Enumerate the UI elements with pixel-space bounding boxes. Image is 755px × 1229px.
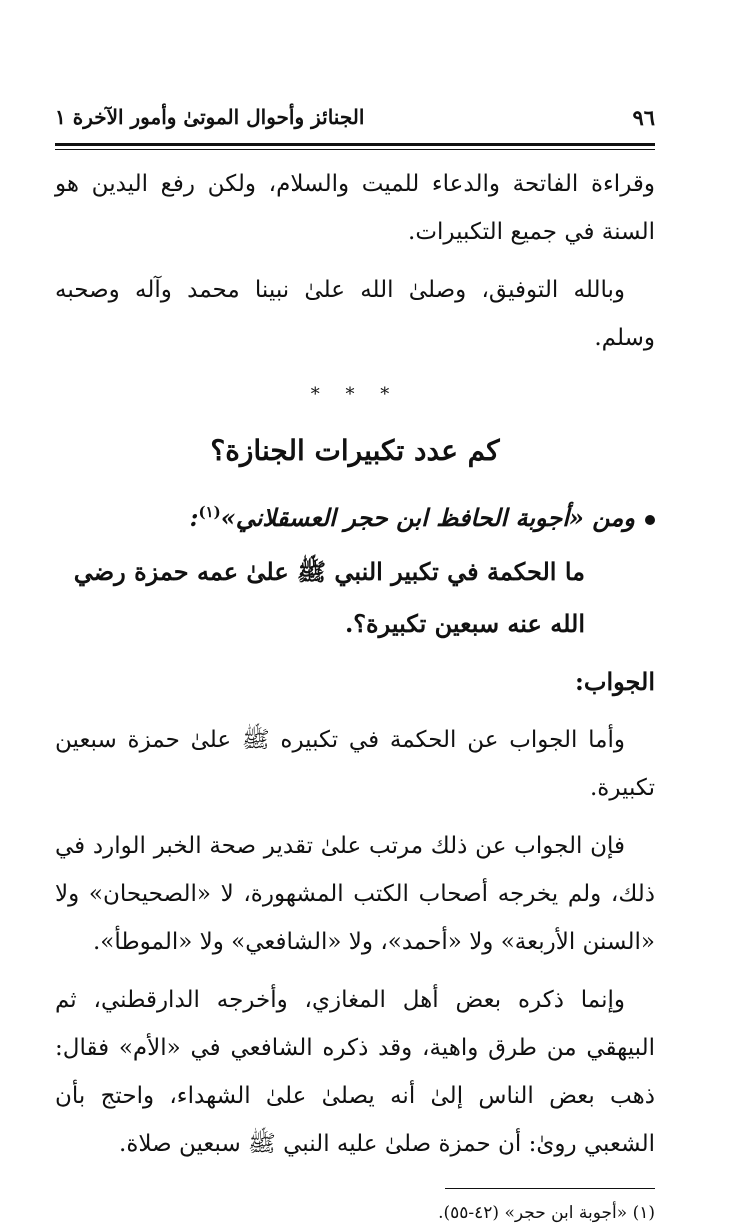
footnote: (١) «أجوبة ابن حجر» (٤٢-٥٥). — [438, 1203, 655, 1223]
source-text: ومن «أجوبة الحافظ ابن حجر العسقلاني» — [220, 503, 635, 532]
header-rule-thick — [55, 143, 655, 146]
paragraph-5: وإنما ذكره بعض أهل المغازي، وأخرجه الدارقطني، ثم البيهقي من طرق واهية، وقد ذكره الشافعي في «الأم» فقال: ذهب بعض الناس إلىٰ أنه يصلىٰ علىٰ الشهداء، واحتج بأن الشعبي روىٰ: أن حمزة صلىٰ عليه النبي ﷺ سبعين صلاة. — [55, 987, 655, 1157]
source-colon: : — [189, 503, 199, 532]
source-line — [55, 488, 655, 542]
bullet-icon — [645, 515, 655, 525]
header-rule-thin — [55, 149, 655, 150]
question: ما الحكمة في تكبير النبي ﷺ علىٰ عمه حمزة رضي الله عنه سبعين تكبيرة؟. — [73, 557, 585, 638]
paragraph-4: فإن الجواب عن ذلك مرتب علىٰ تقدير صحة الخبر الوارد في ذلك، ولم يخرجه أصحاب الكتب المشهورة، لا «الصحيحان» ولا «السنن الأربعة» ولا «أحمد»، ولا «الشافعي» ولا «الموطأ». — [55, 833, 655, 955]
running-title: الجنائز وأحوال الموتىٰ وأمور الآخرة ١ — [55, 105, 365, 129]
paragraph-2: وبالله التوفيق، وصلىٰ الله علىٰ نبينا محمد وآله وصحبه وسلم. — [55, 277, 655, 351]
section-title: كم عدد تكبيرات الجنازة؟ — [210, 434, 500, 467]
answer-label: الجواب: — [575, 667, 655, 696]
page-number: ٩٦ — [632, 105, 655, 130]
book-page — [55, 95, 655, 1229]
paragraph-3: وأما الجواب عن الحكمة في تكبيره ﷺ علىٰ حمزة سبعين تكبيرة. — [55, 727, 655, 801]
paragraph-1: وقراءة الفاتحة والدعاء للميت والسلام، ولكن رفع اليدين هو السنة في جميع التكبيرات. — [55, 171, 655, 245]
page-header — [55, 95, 655, 135]
footnote-reference[interactable]: (١) — [198, 503, 221, 521]
footnote-rule — [445, 1188, 655, 1189]
section-separator: * * * — [310, 384, 400, 405]
